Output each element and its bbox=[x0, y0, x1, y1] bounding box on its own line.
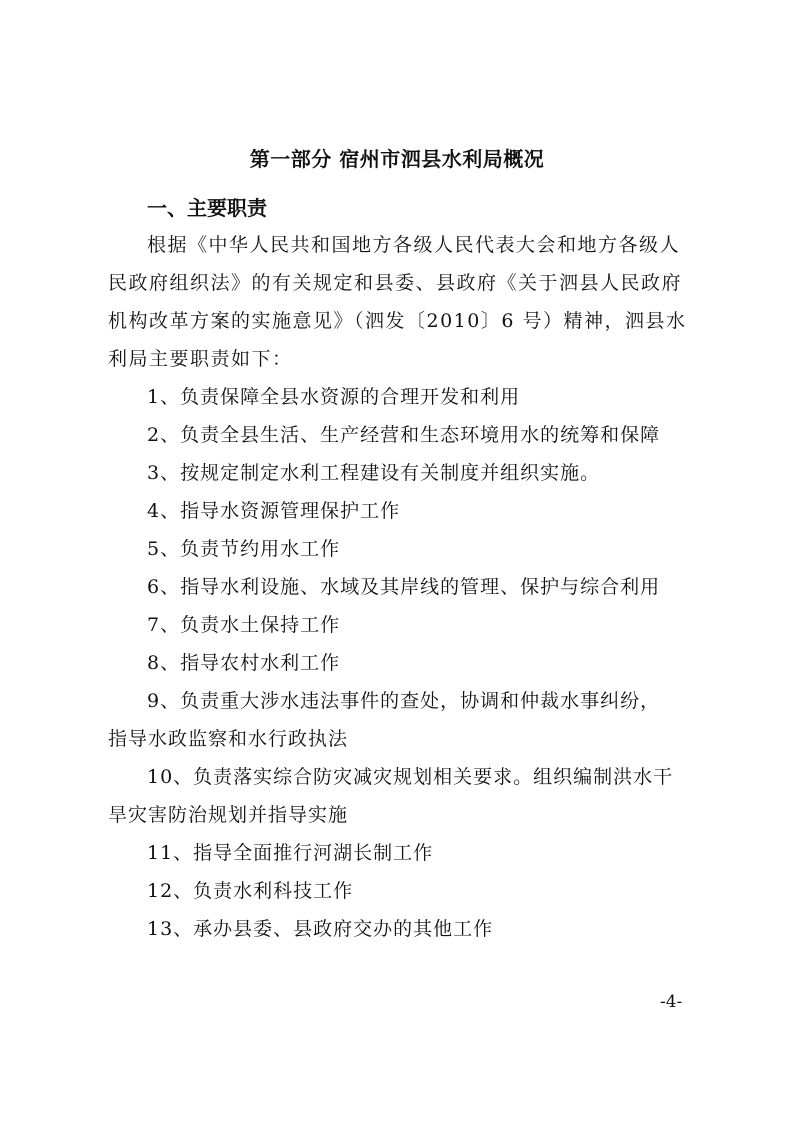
duty-item: 11、指导全面推行河湖长制工作 bbox=[147, 842, 434, 864]
duty-item-continuation: 旱灾害防治规划并指导实施 bbox=[108, 804, 349, 826]
intro-line: 利局主要职责如下： bbox=[108, 348, 293, 370]
page-number: -4- bbox=[660, 992, 683, 1012]
section-heading: 一、主要职责 bbox=[147, 196, 267, 220]
duty-item-continuation: 指导水政监察和水行政执法 bbox=[108, 728, 349, 750]
duty-item: 3、按规定制定水利工程建设有关制度并组织实施。 bbox=[147, 462, 601, 484]
duty-item: 8、指导农村水利工作 bbox=[147, 652, 341, 674]
duty-item: 6、指导水利设施、水域及其岸线的管理、保护与综合利用 bbox=[147, 576, 661, 598]
duty-item: 10、负责落实综合防灾减灾规划相关要求。组织编制洪水干 bbox=[147, 766, 674, 788]
duty-item: 1、负责保障全县水资源的合理开发和利用 bbox=[147, 386, 521, 408]
intro-line: 根据《中华人民共和国地方各级人民代表大会和地方各级人 bbox=[147, 234, 681, 256]
page-title: 第一部分 宿州市泗县水利局概况 bbox=[249, 147, 545, 171]
duty-item: 9、负责重大涉水违法事件的查处，协调和仲裁水事纠纷， bbox=[147, 690, 661, 712]
duty-item: 5、负责节约用水工作 bbox=[147, 538, 341, 560]
duty-item: 12、负责水利科技工作 bbox=[147, 880, 354, 902]
duty-item: 2、负责全县生活、生产经营和生态环境用水的统筹和保障 bbox=[147, 424, 661, 446]
duty-item: 13、承办县委、县政府交办的其他工作 bbox=[147, 918, 494, 940]
intro-line: 民政府组织法》的有关规定和县委、县政府《关于泗县人民政府 bbox=[108, 272, 683, 294]
duty-item: 7、负责水土保持工作 bbox=[147, 614, 341, 636]
intro-line: 机构改革方案的实施意见》（泗发〔2010〕6 号）精神，泗县水 bbox=[108, 310, 687, 332]
duty-item: 4、指导水资源管理保护工作 bbox=[147, 500, 401, 522]
